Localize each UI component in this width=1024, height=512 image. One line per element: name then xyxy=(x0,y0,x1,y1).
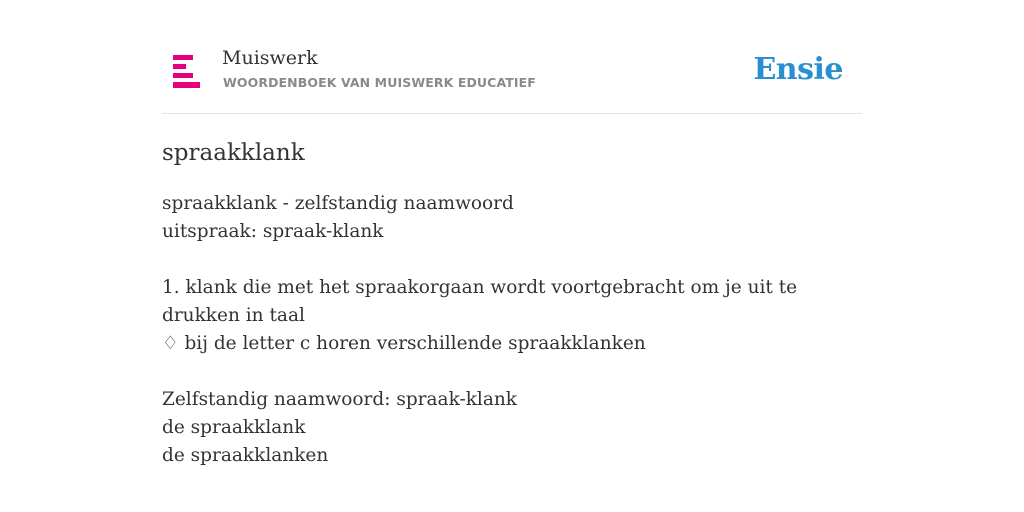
ensie-logo[interactable]: Ensie xyxy=(753,52,843,87)
definition-line: spraakklank - zelfstandig naamwoord xyxy=(162,193,514,214)
definition-line: de spraakklank xyxy=(162,417,306,438)
logo-bar xyxy=(173,64,186,69)
page-title: spraakklank xyxy=(162,140,305,166)
brand-subtitle: WOORDENBOEK VAN MUISWERK EDUCATIEF xyxy=(223,75,536,90)
definition-line: de spraakklanken xyxy=(162,445,329,466)
definition-line: ♢ bij de letter c horen verschillende spraakklanken xyxy=(162,333,646,354)
header xyxy=(162,0,862,114)
definition-line: uitspraak: spraak-klank xyxy=(162,221,384,242)
definition-line: Zelfstandig naamwoord: spraak-klank xyxy=(162,389,518,410)
definition-body xyxy=(162,190,862,470)
page xyxy=(162,0,862,466)
definition-line xyxy=(162,246,862,274)
logo-bar xyxy=(173,73,193,78)
logo-bar xyxy=(173,55,193,60)
logo-bar xyxy=(173,82,200,88)
definition-line: 1. klank die met het spraakorgaan wordt voortgebracht om je uit te drukken in taal xyxy=(162,277,798,326)
brand-name[interactable]: Muiswerk xyxy=(222,47,318,69)
definition-line xyxy=(162,358,862,386)
muiswerk-logo-icon[interactable] xyxy=(173,55,200,88)
